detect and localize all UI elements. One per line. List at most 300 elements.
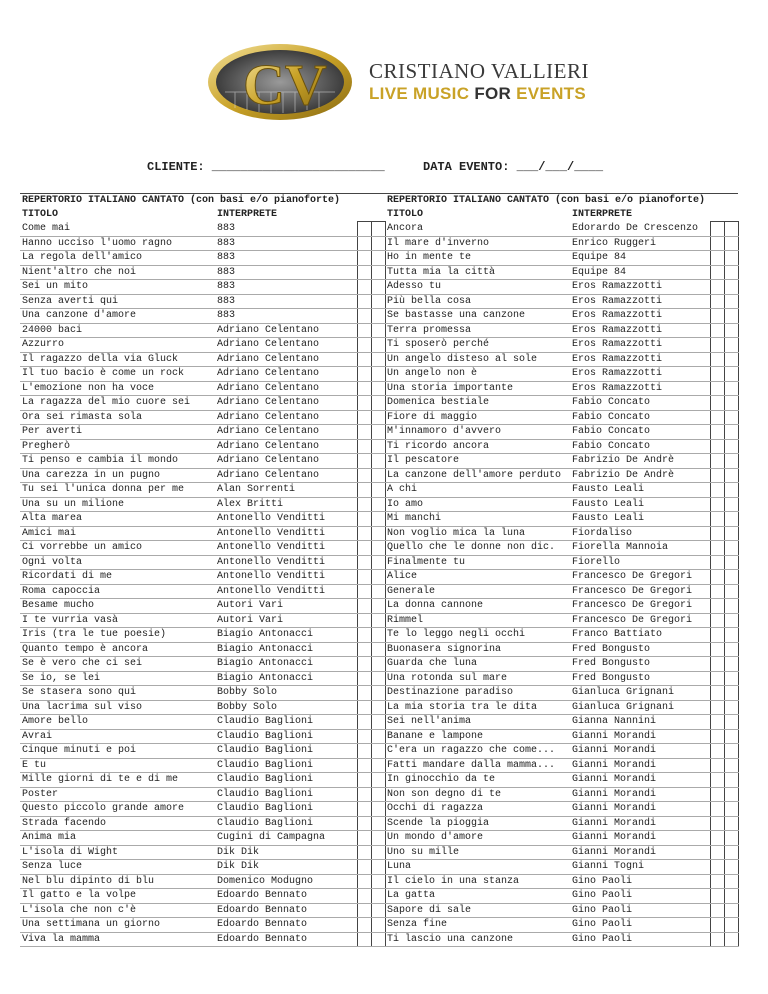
selection-checkbox[interactable]: [371, 294, 385, 309]
selection-checkbox[interactable]: [357, 381, 371, 396]
selection-checkbox[interactable]: [371, 410, 385, 425]
song-artist: Gino Paoli: [570, 889, 710, 904]
selection-checkbox[interactable]: [357, 497, 371, 512]
selection-checkbox[interactable]: [724, 918, 738, 933]
song-title: Una carezza in un pugno: [20, 468, 215, 483]
selection-checkbox[interactable]: [371, 497, 385, 512]
song-title: Domenica bestiale: [385, 396, 570, 411]
selection-checkbox[interactable]: [710, 338, 724, 353]
selection-checkbox[interactable]: [710, 280, 724, 295]
selection-checkbox[interactable]: [357, 251, 371, 266]
selection-checkbox[interactable]: [710, 352, 724, 367]
song-row: [385, 483, 738, 498]
song-row: [385, 280, 738, 295]
selection-checkbox[interactable]: [710, 439, 724, 454]
selection-checkbox[interactable]: [710, 570, 724, 585]
selection-checkbox[interactable]: [724, 686, 738, 701]
selection-checkbox[interactable]: [724, 555, 738, 570]
song-row: [20, 628, 385, 643]
song-artist: 883: [215, 222, 357, 237]
selection-checkbox[interactable]: [724, 700, 738, 715]
song-row: [385, 773, 738, 788]
song-artist: Biagio Antonacci: [215, 657, 357, 672]
song-title: Per averti: [20, 425, 215, 440]
selection-checkbox[interactable]: [724, 787, 738, 802]
selection-checkbox[interactable]: [357, 323, 371, 338]
selection-checkbox[interactable]: [710, 323, 724, 338]
selection-checkbox[interactable]: [371, 918, 385, 933]
selection-checkbox[interactable]: [357, 758, 371, 773]
song-row: [385, 294, 738, 309]
selection-checkbox[interactable]: [371, 367, 385, 382]
selection-checkbox[interactable]: [724, 874, 738, 889]
selection-checkbox[interactable]: [724, 802, 738, 817]
selection-checkbox[interactable]: [371, 555, 385, 570]
song-title: In ginocchio da te: [385, 773, 570, 788]
song-artist: Franco Battiato: [570, 628, 710, 643]
selection-checkbox[interactable]: [710, 265, 724, 280]
selection-checkbox[interactable]: [357, 425, 371, 440]
song-artist: Claudio Baglioni: [215, 758, 357, 773]
selection-checkbox[interactable]: [724, 541, 738, 556]
song-artist: Biagio Antonacci: [215, 671, 357, 686]
selection-checkbox[interactable]: [710, 236, 724, 251]
selection-checkbox[interactable]: [357, 584, 371, 599]
selection-checkbox[interactable]: [724, 671, 738, 686]
selection-checkbox[interactable]: [371, 831, 385, 846]
selection-checkbox[interactable]: [724, 236, 738, 251]
selection-checkbox[interactable]: [371, 222, 385, 237]
song-artist: Francesco De Gregori: [570, 584, 710, 599]
selection-checkbox[interactable]: [357, 410, 371, 425]
song-artist: Fabrizio De Andrè: [570, 454, 710, 469]
selection-checkbox[interactable]: [371, 787, 385, 802]
song-row: [20, 512, 385, 527]
selection-checkbox[interactable]: [710, 599, 724, 614]
selection-checkbox[interactable]: [710, 512, 724, 527]
selection-checkbox[interactable]: [724, 526, 738, 541]
song-title: Il cielo in una stanza: [385, 874, 570, 889]
selection-checkbox[interactable]: [710, 686, 724, 701]
selection-checkbox[interactable]: [724, 758, 738, 773]
selection-checkbox[interactable]: [371, 599, 385, 614]
song-row: [20, 845, 385, 860]
song-title: Amore bello: [20, 715, 215, 730]
selection-checkbox[interactable]: [724, 932, 738, 947]
song-title: Amici mai: [20, 526, 215, 541]
selection-checkbox[interactable]: [724, 570, 738, 585]
selection-checkbox[interactable]: [724, 410, 738, 425]
selection-checkbox[interactable]: [357, 570, 371, 585]
selection-checkbox[interactable]: [724, 483, 738, 498]
selection-checkbox[interactable]: [371, 773, 385, 788]
selection-checkbox[interactable]: [724, 889, 738, 904]
selection-checkbox[interactable]: [357, 686, 371, 701]
selection-checkbox[interactable]: [371, 628, 385, 643]
song-row: [385, 599, 738, 614]
song-title: Ti ricordo ancora: [385, 439, 570, 454]
song-row: [20, 396, 385, 411]
selection-checkbox[interactable]: [710, 642, 724, 657]
brand-logo: [205, 42, 589, 122]
song-row: [385, 541, 738, 556]
selection-checkbox[interactable]: [724, 367, 738, 382]
song-row: [20, 323, 385, 338]
selection-checkbox[interactable]: [357, 309, 371, 324]
song-title: La canzone dell'amore perduto: [385, 468, 570, 483]
selection-checkbox[interactable]: [371, 352, 385, 367]
selection-checkbox[interactable]: [357, 265, 371, 280]
selection-checkbox[interactable]: [371, 468, 385, 483]
selection-checkbox[interactable]: [357, 468, 371, 483]
song-row: [385, 845, 738, 860]
selection-checkbox[interactable]: [371, 541, 385, 556]
selection-checkbox[interactable]: [724, 381, 738, 396]
song-title: Mille giorni di te e di me: [20, 773, 215, 788]
selection-checkbox[interactable]: [357, 816, 371, 831]
selection-checkbox[interactable]: [710, 555, 724, 570]
selection-checkbox[interactable]: [724, 642, 738, 657]
selection-checkbox[interactable]: [357, 628, 371, 643]
selection-checkbox[interactable]: [357, 454, 371, 469]
selection-checkbox[interactable]: [371, 338, 385, 353]
selection-checkbox[interactable]: [710, 932, 724, 947]
song-row: [385, 903, 738, 918]
song-row: [385, 251, 738, 266]
selection-checkbox[interactable]: [710, 787, 724, 802]
selection-checkbox[interactable]: [710, 889, 724, 904]
selection-checkbox[interactable]: [710, 541, 724, 556]
song-title: A chi: [385, 483, 570, 498]
selection-checkbox[interactable]: [357, 889, 371, 904]
selection-checkbox[interactable]: [710, 483, 724, 498]
selection-checkbox[interactable]: [371, 309, 385, 324]
song-artist: Adriano Celentano: [215, 468, 357, 483]
selection-checkbox[interactable]: [357, 715, 371, 730]
selection-checkbox[interactable]: [710, 410, 724, 425]
selection-checkbox[interactable]: [724, 831, 738, 846]
song-row: [385, 512, 738, 527]
selection-checkbox[interactable]: [371, 671, 385, 686]
selection-checkbox[interactable]: [724, 425, 738, 440]
song-title: Scende la pioggia: [385, 816, 570, 831]
selection-checkbox[interactable]: [724, 280, 738, 295]
song-row: [385, 889, 738, 904]
selection-checkbox[interactable]: [710, 729, 724, 744]
selection-checkbox[interactable]: [724, 439, 738, 454]
selection-checkbox[interactable]: [371, 613, 385, 628]
selection-checkbox[interactable]: [357, 294, 371, 309]
song-title: Viva la mamma: [20, 932, 215, 947]
song-title: Una lacrima sul viso: [20, 700, 215, 715]
song-row: [385, 715, 738, 730]
selection-checkbox[interactable]: [357, 773, 371, 788]
selection-checkbox[interactable]: [710, 526, 724, 541]
song-title: Quello che le donne non dic.: [385, 541, 570, 556]
selection-checkbox[interactable]: [357, 802, 371, 817]
song-artist: Adriano Celentano: [215, 425, 357, 440]
selection-checkbox[interactable]: [724, 294, 738, 309]
selection-checkbox[interactable]: [371, 280, 385, 295]
selection-checkbox[interactable]: [710, 744, 724, 759]
song-row: [20, 381, 385, 396]
selection-checkbox[interactable]: [357, 352, 371, 367]
song-artist: Eros Ramazzotti: [570, 294, 710, 309]
selection-checkbox[interactable]: [710, 294, 724, 309]
song-title: Adesso tu: [385, 280, 570, 295]
selection-checkbox[interactable]: [371, 932, 385, 947]
selection-checkbox[interactable]: [357, 236, 371, 251]
selection-checkbox[interactable]: [371, 512, 385, 527]
song-row: [20, 251, 385, 266]
selection-checkbox[interactable]: [371, 816, 385, 831]
selection-checkbox[interactable]: [357, 512, 371, 527]
selection-checkbox[interactable]: [724, 352, 738, 367]
song-artist: Fabio Concato: [570, 396, 710, 411]
selection-checkbox[interactable]: [710, 454, 724, 469]
selection-checkbox[interactable]: [371, 845, 385, 860]
selection-checkbox[interactable]: [371, 744, 385, 759]
selection-checkbox[interactable]: [357, 845, 371, 860]
selection-checkbox[interactable]: [357, 744, 371, 759]
selection-checkbox[interactable]: [371, 570, 385, 585]
selection-checkbox[interactable]: [710, 584, 724, 599]
song-row: [385, 816, 738, 831]
selection-checkbox[interactable]: [710, 628, 724, 643]
selection-checkbox[interactable]: [724, 744, 738, 759]
selection-checkbox[interactable]: [357, 613, 371, 628]
song-artist: Adriano Celentano: [215, 323, 357, 338]
selection-checkbox[interactable]: [724, 599, 738, 614]
selection-checkbox[interactable]: [357, 367, 371, 382]
song-title: La mia storia tra le dita: [385, 700, 570, 715]
song-title: M'innamoro d'avvero: [385, 425, 570, 440]
selection-checkbox[interactable]: [371, 874, 385, 889]
selection-checkbox[interactable]: [357, 657, 371, 672]
selection-checkbox[interactable]: [371, 729, 385, 744]
selection-checkbox[interactable]: [371, 323, 385, 338]
selection-checkbox[interactable]: [357, 555, 371, 570]
selection-checkbox[interactable]: [357, 541, 371, 556]
song-title: Anima mia: [20, 831, 215, 846]
selection-checkbox[interactable]: [371, 265, 385, 280]
selection-checkbox[interactable]: [357, 671, 371, 686]
selection-checkbox[interactable]: [724, 903, 738, 918]
song-title: Una su un milione: [20, 497, 215, 512]
selection-checkbox[interactable]: [710, 715, 724, 730]
song-title: Ogni volta: [20, 555, 215, 570]
selection-checkbox[interactable]: [724, 323, 738, 338]
selection-checkbox[interactable]: [710, 903, 724, 918]
song-artist: Domenico Modugno: [215, 874, 357, 889]
selection-checkbox[interactable]: [710, 758, 724, 773]
selection-checkbox[interactable]: [710, 222, 724, 237]
selection-checkbox[interactable]: [371, 700, 385, 715]
selection-checkbox[interactable]: [710, 251, 724, 266]
selection-checkbox[interactable]: [371, 642, 385, 657]
selection-checkbox[interactable]: [371, 425, 385, 440]
selection-checkbox[interactable]: [371, 236, 385, 251]
song-row: [385, 222, 738, 237]
selection-checkbox[interactable]: [357, 700, 371, 715]
song-row: [385, 802, 738, 817]
song-title: Alice: [385, 570, 570, 585]
selection-checkbox[interactable]: [357, 396, 371, 411]
selection-checkbox[interactable]: [724, 454, 738, 469]
selection-checkbox[interactable]: [724, 845, 738, 860]
selection-checkbox[interactable]: [710, 396, 724, 411]
song-title: Pregherò: [20, 439, 215, 454]
selection-checkbox[interactable]: [371, 758, 385, 773]
selection-checkbox[interactable]: [710, 657, 724, 672]
selection-checkbox[interactable]: [710, 874, 724, 889]
selection-checkbox[interactable]: [357, 526, 371, 541]
client-field: CLIENTE: ________________________: [147, 160, 385, 174]
selection-checkbox[interactable]: [724, 497, 738, 512]
selection-checkbox[interactable]: [357, 280, 371, 295]
selection-checkbox[interactable]: [357, 903, 371, 918]
selection-checkbox[interactable]: [357, 860, 371, 875]
selection-checkbox[interactable]: [710, 671, 724, 686]
song-artist: Gianni Morandi: [570, 802, 710, 817]
song-title: Il ragazzo della via Gluck: [20, 352, 215, 367]
selection-checkbox[interactable]: [357, 483, 371, 498]
song-row: [20, 352, 385, 367]
selection-checkbox[interactable]: [710, 831, 724, 846]
song-artist: Claudio Baglioni: [215, 729, 357, 744]
selection-checkbox[interactable]: [357, 642, 371, 657]
selection-checkbox[interactable]: [710, 918, 724, 933]
selection-checkbox[interactable]: [724, 512, 738, 527]
song-artist: Claudio Baglioni: [215, 787, 357, 802]
song-row: [20, 903, 385, 918]
song-artist: Gino Paoli: [570, 903, 710, 918]
selection-checkbox[interactable]: [724, 338, 738, 353]
song-row: [20, 773, 385, 788]
selection-checkbox[interactable]: [357, 222, 371, 237]
selection-checkbox[interactable]: [710, 802, 724, 817]
selection-checkbox[interactable]: [357, 787, 371, 802]
selection-checkbox[interactable]: [710, 613, 724, 628]
selection-checkbox[interactable]: [724, 222, 738, 237]
selection-checkbox[interactable]: [724, 628, 738, 643]
song-title: Azzurro: [20, 338, 215, 353]
selection-checkbox[interactable]: [724, 251, 738, 266]
song-artist: Antonello Venditti: [215, 555, 357, 570]
selection-checkbox[interactable]: [724, 468, 738, 483]
selection-checkbox[interactable]: [371, 903, 385, 918]
song-row: [20, 468, 385, 483]
song-row: [385, 729, 738, 744]
selection-checkbox[interactable]: [357, 729, 371, 744]
song-title: Ti sposerò perché: [385, 338, 570, 353]
song-row: [20, 265, 385, 280]
selection-checkbox[interactable]: [710, 497, 724, 512]
song-artist: Dik Dik: [215, 860, 357, 875]
song-row: [385, 657, 738, 672]
repertoire-table-left: [20, 193, 386, 947]
selection-checkbox[interactable]: [724, 860, 738, 875]
selection-checkbox[interactable]: [357, 874, 371, 889]
selection-checkbox[interactable]: [710, 860, 724, 875]
selection-checkbox[interactable]: [357, 918, 371, 933]
selection-checkbox[interactable]: [371, 889, 385, 904]
song-row: [385, 439, 738, 454]
selection-checkbox[interactable]: [357, 831, 371, 846]
brand-name: CRISTIANO VALLIERI: [369, 59, 589, 83]
song-artist: Eros Ramazzotti: [570, 381, 710, 396]
selection-checkbox[interactable]: [710, 816, 724, 831]
selection-checkbox[interactable]: [371, 686, 385, 701]
song-artist: Fabio Concato: [570, 425, 710, 440]
selection-checkbox[interactable]: [710, 381, 724, 396]
song-row: [385, 758, 738, 773]
selection-checkbox[interactable]: [371, 483, 385, 498]
selection-checkbox[interactable]: [710, 425, 724, 440]
selection-checkbox[interactable]: [710, 773, 724, 788]
selection-checkbox[interactable]: [710, 468, 724, 483]
song-artist: Fabio Concato: [570, 439, 710, 454]
selection-checkbox[interactable]: [724, 584, 738, 599]
selection-checkbox[interactable]: [710, 367, 724, 382]
song-row: [20, 802, 385, 817]
selection-checkbox[interactable]: [724, 613, 738, 628]
selection-checkbox[interactable]: [371, 715, 385, 730]
song-title: Poster: [20, 787, 215, 802]
selection-checkbox[interactable]: [357, 439, 371, 454]
song-row: [20, 758, 385, 773]
selection-checkbox[interactable]: [371, 439, 385, 454]
song-artist: Antonello Venditti: [215, 512, 357, 527]
selection-checkbox[interactable]: [371, 396, 385, 411]
song-title: Roma capoccia: [20, 584, 215, 599]
song-artist: Adriano Celentano: [215, 338, 357, 353]
selection-checkbox[interactable]: [371, 860, 385, 875]
selection-checkbox[interactable]: [357, 932, 371, 947]
song-row: [385, 671, 738, 686]
song-title: Ci vorrebbe un amico: [20, 541, 215, 556]
selection-checkbox[interactable]: [724, 729, 738, 744]
selection-checkbox[interactable]: [371, 657, 385, 672]
selection-checkbox[interactable]: [724, 657, 738, 672]
song-row: [385, 584, 738, 599]
song-title: Sei un mito: [20, 280, 215, 295]
selection-checkbox[interactable]: [724, 816, 738, 831]
song-row: [385, 918, 738, 933]
selection-checkbox[interactable]: [710, 309, 724, 324]
selection-checkbox[interactable]: [724, 773, 738, 788]
song-row: [385, 410, 738, 425]
selection-checkbox[interactable]: [371, 526, 385, 541]
selection-checkbox[interactable]: [724, 265, 738, 280]
selection-checkbox[interactable]: [724, 396, 738, 411]
selection-checkbox[interactable]: [371, 802, 385, 817]
song-title: Ancora: [385, 222, 570, 237]
selection-checkbox[interactable]: [357, 599, 371, 614]
selection-checkbox[interactable]: [371, 454, 385, 469]
selection-checkbox[interactable]: [710, 845, 724, 860]
selection-checkbox[interactable]: [724, 309, 738, 324]
selection-checkbox[interactable]: [371, 381, 385, 396]
selection-checkbox[interactable]: [371, 251, 385, 266]
selection-checkbox[interactable]: [357, 338, 371, 353]
selection-checkbox[interactable]: [710, 700, 724, 715]
selection-checkbox[interactable]: [724, 715, 738, 730]
column-header-artist: INTERPRETE: [572, 209, 633, 220]
song-title: Occhi di ragazza: [385, 802, 570, 817]
song-title: Generale: [385, 584, 570, 599]
selection-checkbox[interactable]: [371, 584, 385, 599]
